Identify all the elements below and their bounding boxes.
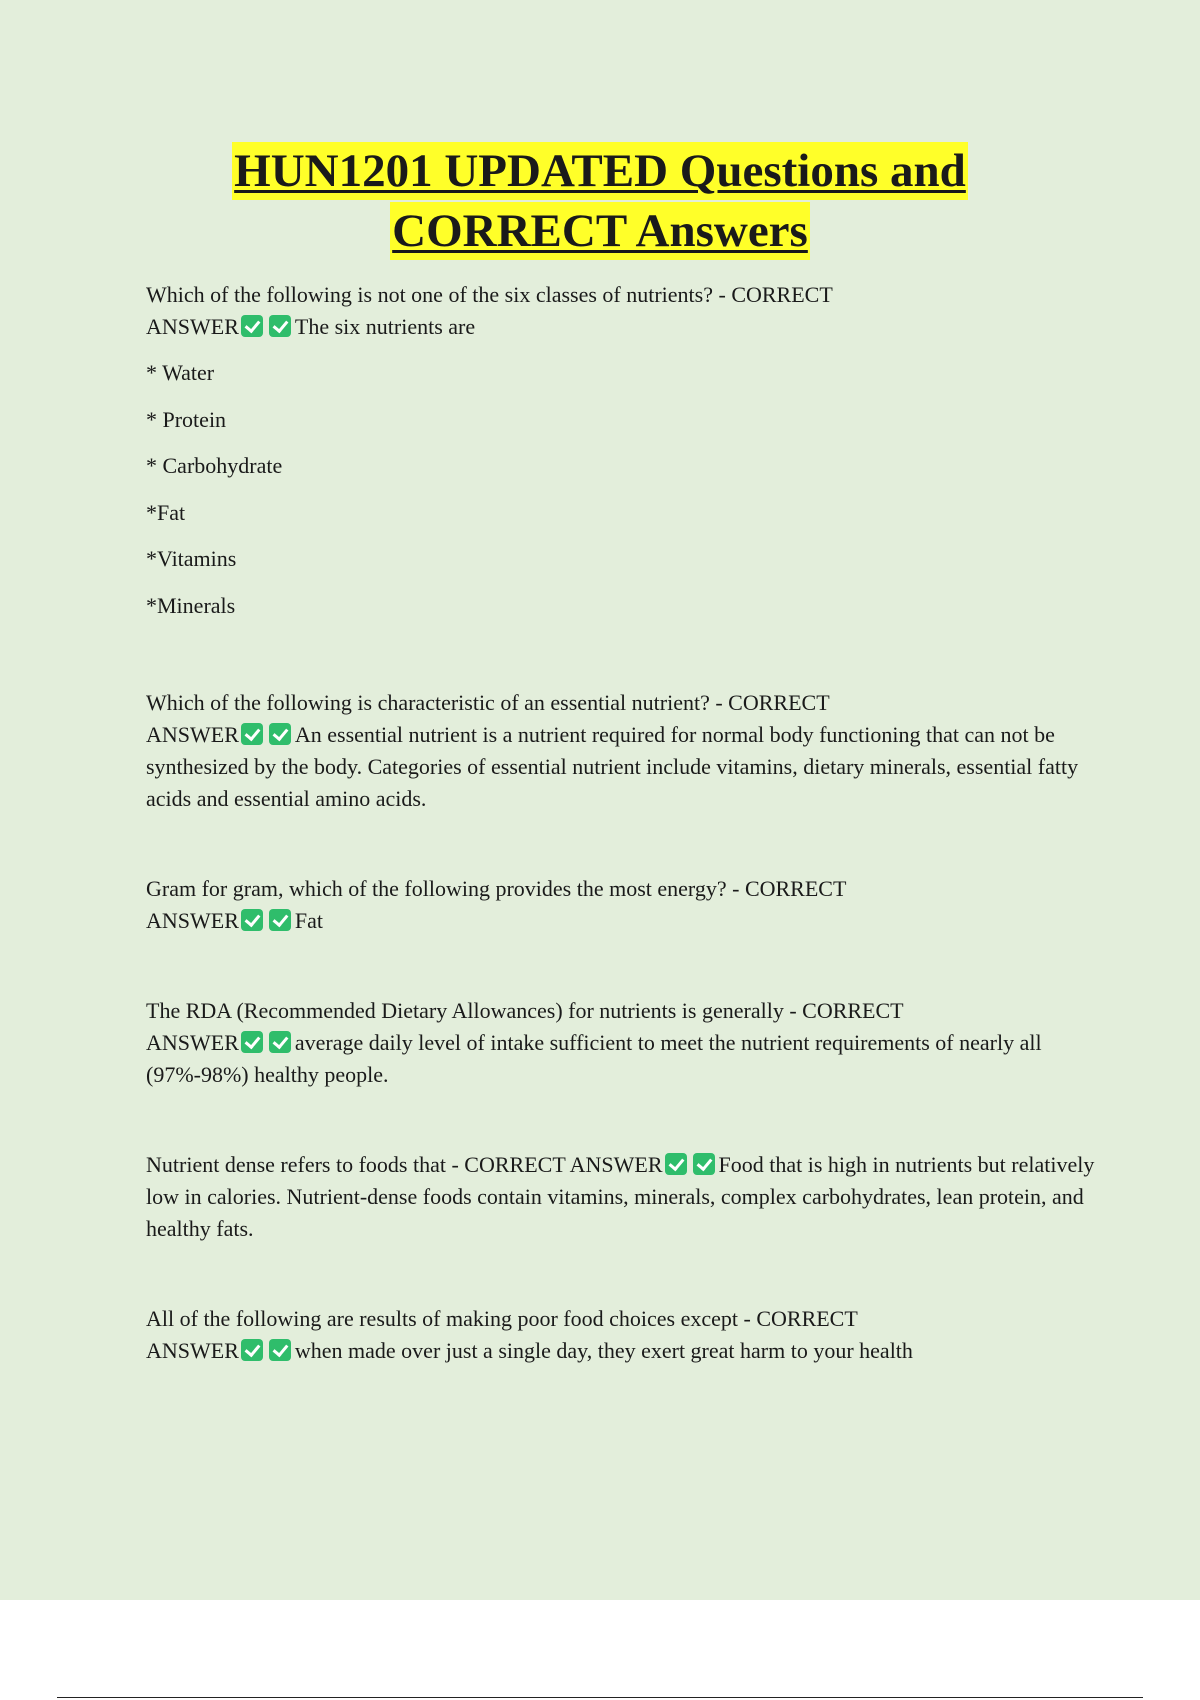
answer-lead: ANSWER xyxy=(146,908,239,933)
qa-question xyxy=(146,1303,1096,1367)
list-item: *Vitamins xyxy=(146,546,237,571)
qa-item xyxy=(146,995,1096,1091)
qa-item xyxy=(146,687,1096,815)
check-mark-icon xyxy=(241,909,263,931)
question-text: Nutrient dense refers to foods that - CORRECT ANSWER xyxy=(146,1152,663,1177)
answer-text: Fat xyxy=(294,908,324,933)
question-text: Gram for gram, which of the following provides the most energy? - CORRECT xyxy=(146,876,847,901)
question-text: All of the following are results of making poor food choices except - CORRECT xyxy=(146,1306,858,1331)
check-mark-icon xyxy=(269,723,291,745)
qa-item xyxy=(146,873,1096,937)
qa-item xyxy=(146,1149,1096,1245)
answer-lead: ANSWER xyxy=(146,314,239,339)
page-divider xyxy=(57,1697,1143,1698)
nutrient-list xyxy=(146,357,1096,622)
qa-question xyxy=(146,995,1096,1091)
check-mark-icon xyxy=(665,1153,687,1175)
qa-question xyxy=(146,687,1096,815)
document-title xyxy=(0,142,1200,260)
check-mark-icon xyxy=(269,909,291,931)
answer-lead: ANSWER xyxy=(146,1338,239,1363)
check-mark-icon xyxy=(241,1031,263,1053)
check-mark-icon xyxy=(693,1153,715,1175)
qa-list xyxy=(146,279,1096,1367)
title-line-2: CORRECT Answers xyxy=(390,202,810,260)
qa-item xyxy=(146,279,1096,622)
list-item: * Carbohydrate xyxy=(146,453,283,478)
answer-text: The six nutrients are xyxy=(294,314,476,339)
qa-question xyxy=(146,279,1096,343)
question-text: The RDA (Recommended Dietary Allowances) for nutrients is generally - CORRECT xyxy=(146,998,904,1023)
title-line-1: HUN1201 UPDATED Questions and xyxy=(232,142,968,200)
question-text: Which of the following is characteristic of an essential nutrient? - CORRECT xyxy=(146,690,830,715)
answer-text: when made over just a single day, they exert great harm to your health xyxy=(294,1338,913,1363)
answer-text: An essential nutrient is a nutrient required for normal body functioning that can not be synthesized by the body. Categories of essential nutrient include vitamins, dietary minerals, essential fatty acids and essential amino acids. xyxy=(146,722,1079,811)
check-mark-icon xyxy=(241,315,263,337)
answer-text: Food that is high in nutrients but relatively low in calories. Nutrient-dense foods contain vitamins, minerals, complex carbohydrates, lean protein, and healthy fats. xyxy=(146,1152,1095,1241)
list-item: * Protein xyxy=(146,406,227,432)
answer-text: average daily level of intake sufficient to meet the nutrient requirements of nearly all (97%-98%) healthy people. xyxy=(146,1030,1042,1087)
answer-lead: ANSWER xyxy=(146,722,239,747)
question-text: Which of the following is not one of the six classes of nutrients? - CORRECT xyxy=(146,282,833,307)
list-item: *Fat xyxy=(146,499,186,525)
check-mark-icon xyxy=(241,723,263,745)
qa-question xyxy=(146,873,1096,937)
check-mark-icon xyxy=(269,1339,291,1361)
answer-lead: ANSWER xyxy=(146,1030,239,1055)
qa-item xyxy=(146,1303,1096,1367)
list-item: *Minerals xyxy=(146,592,236,618)
check-mark-icon xyxy=(241,1339,263,1361)
check-mark-icon xyxy=(269,1031,291,1053)
check-mark-icon xyxy=(269,315,291,337)
list-item: * Water xyxy=(146,360,215,385)
qa-question xyxy=(146,1149,1096,1245)
